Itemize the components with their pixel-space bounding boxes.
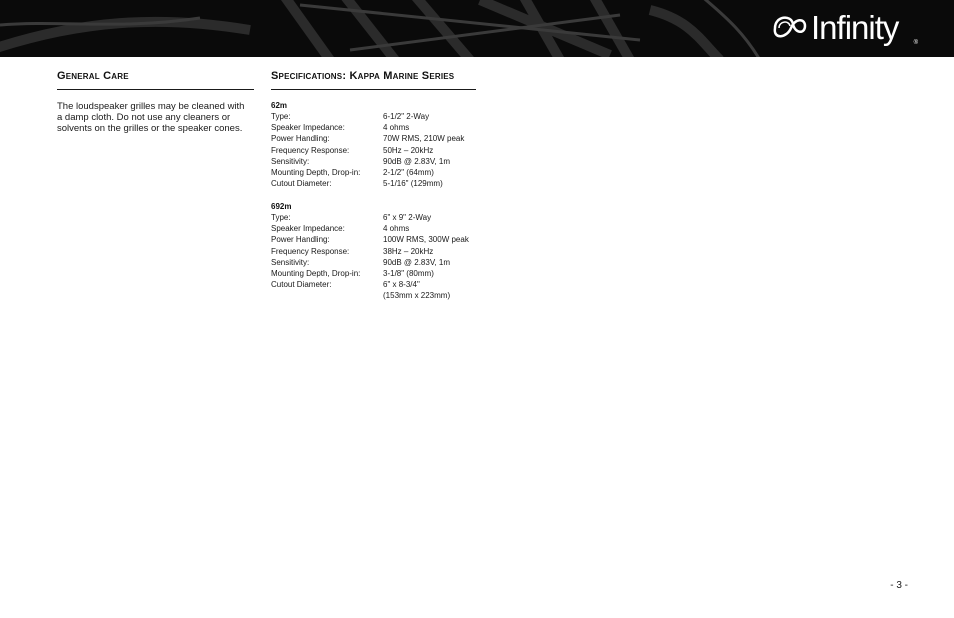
spec-row: [271, 268, 469, 279]
spec-row: [271, 111, 464, 122]
spec-row: [271, 156, 464, 167]
spec-row: [271, 290, 469, 301]
spec-label: Mounting Depth, Drop-in:: [271, 168, 361, 178]
spec-value: 6" x 9" 2-Way: [383, 213, 432, 222]
spec-label: [271, 290, 383, 301]
model-name: 62m: [271, 101, 288, 110]
spec-value: 2-1/2" (64mm): [383, 168, 434, 178]
spec-label: Mounting Depth, Drop-in:: [271, 269, 361, 279]
spec-value: 90dB @ 2.83V, 1m: [383, 156, 450, 166]
spec-label: Type:: [271, 213, 291, 222]
spec-row: [271, 122, 464, 133]
spec-value: 5-1/16" (129mm): [383, 179, 443, 189]
general-care-rule: [57, 89, 254, 90]
infinity-swirl-icon: [769, 8, 809, 48]
spec-value: 3-1/8" (80mm): [383, 269, 434, 279]
spec-block-62m: [271, 100, 464, 189]
spec-label: Cutout Diameter:: [271, 179, 332, 189]
spec-value: 6" x 8-3/4": [383, 280, 420, 290]
spec-label: Type:: [271, 112, 291, 121]
spec-value: 70W RMS, 210W peak: [383, 134, 465, 144]
spec-value: 4 ohms: [383, 123, 410, 133]
general-care-title: General Care: [57, 70, 129, 82]
spec-label: Power Handling:: [271, 235, 330, 245]
general-care-line: The loudspeaker grilles may be cleaned with: [57, 101, 245, 112]
spec-label: Cutout Diameter:: [271, 280, 332, 290]
spec-value: (153mm x 223mm): [383, 291, 451, 301]
spec-value: 50Hz – 20kHz: [383, 145, 434, 155]
spec-row: [271, 133, 464, 144]
spec-value: 100W RMS, 300W peak: [383, 235, 469, 245]
spec-label: Sensitivity:: [271, 257, 310, 267]
spec-row: [271, 234, 469, 245]
general-care-paragraph: [57, 101, 262, 134]
spec-value: 4 ohms: [383, 224, 410, 234]
page-number: - 3 -: [890, 580, 908, 591]
spec-label: Speaker Impedance:: [271, 123, 345, 133]
spec-row: [271, 246, 469, 257]
general-care-line: solvents on the grilles or the speaker cones.: [57, 123, 243, 134]
spec-label: Sensitivity:: [271, 156, 310, 166]
spec-value: 38Hz – 20kHz: [383, 246, 434, 256]
spec-row: [271, 145, 464, 156]
spec-row: [271, 212, 469, 223]
spec-row: [271, 257, 469, 268]
specifications-rule: [271, 89, 476, 90]
logo-wordmark: Infinity: [811, 9, 899, 46]
spec-label: Power Handling:: [271, 134, 330, 144]
spec-row: [271, 279, 469, 290]
spec-value: 6-1/2" 2-Way: [383, 112, 430, 121]
spec-block-692m: [271, 201, 469, 302]
specifications-title: Specifications: Kappa Marine Series: [271, 70, 455, 82]
registered-mark: ®: [913, 40, 918, 46]
general-care-line: a damp cloth. Do not use any cleaners or: [57, 112, 231, 123]
spec-value: 90dB @ 2.83V, 1m: [383, 257, 450, 267]
header-band: [0, 0, 954, 57]
infinity-logo: [769, 6, 918, 50]
spec-label: Frequency Response:: [271, 246, 350, 256]
spec-row: [271, 178, 464, 189]
spec-label: Frequency Response:: [271, 145, 350, 155]
spec-row: [271, 167, 464, 178]
spec-label: Speaker Impedance:: [271, 224, 345, 234]
model-name: 692m: [271, 202, 292, 211]
spec-row: [271, 223, 469, 234]
